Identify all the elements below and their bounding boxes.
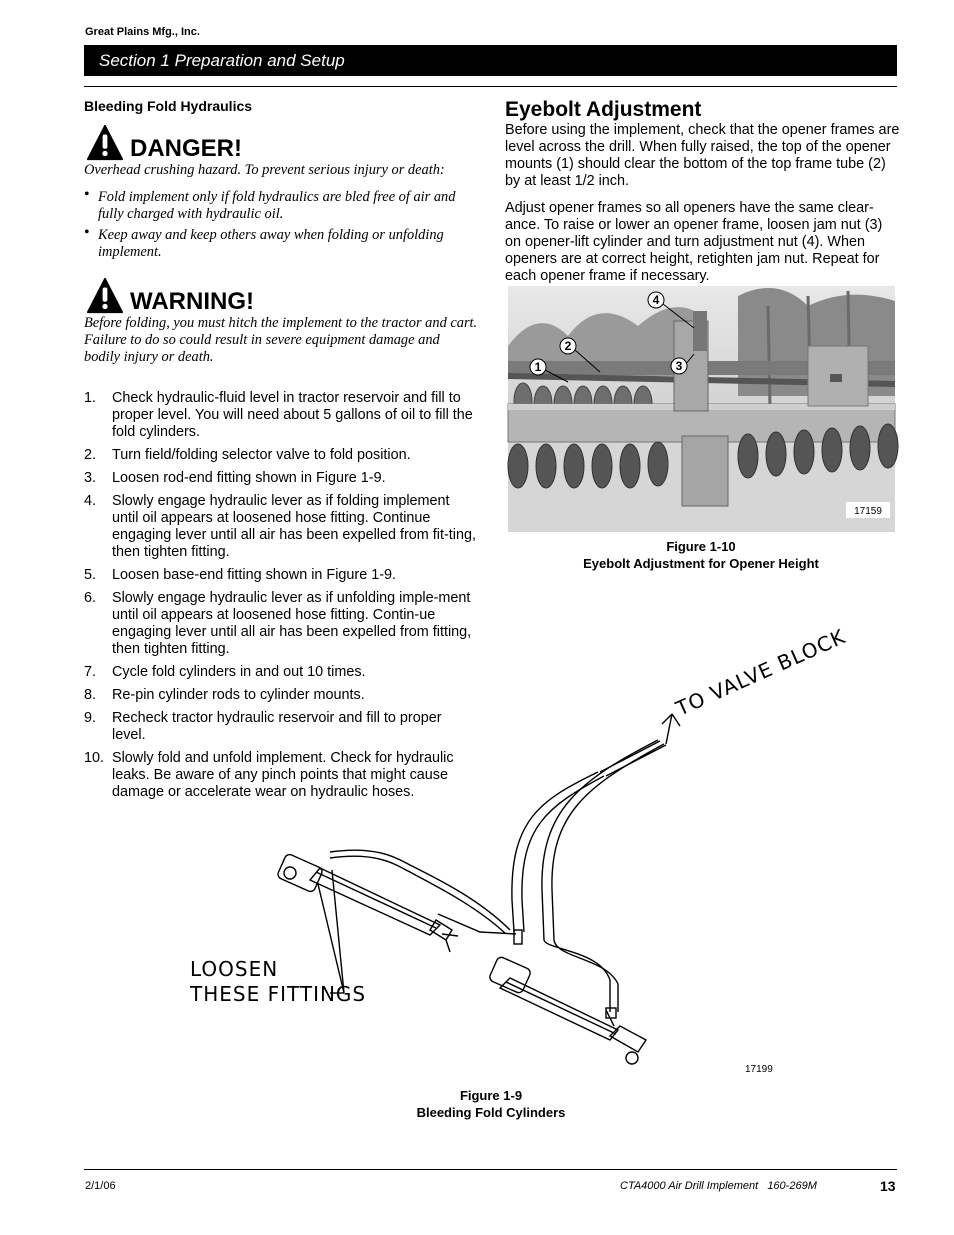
figure-number: Figure 1-10 xyxy=(666,539,736,554)
diagram-id: 17199 xyxy=(745,1064,773,1075)
photo-callout-2: 2 xyxy=(564,339,572,353)
danger-bullets xyxy=(84,189,479,261)
figure-title: Eyebolt Adjustment for Opener Height xyxy=(583,556,819,571)
danger-bullet: • Fold implement only if fold hydraulics are bled free of air and fully charged with hydraulic oil. xyxy=(84,189,479,223)
figure-1-10-caption xyxy=(505,538,897,572)
eyebolt-paragraph-2: Adjust opener frames so all openers have the same clear-ance. To raise or lower an opener frame, loosen jam nut (3) on opener-lift cylinder and turn adjustment nut (4). When openers are at correct height, retighten jam nut. Repeat for each opener frame if necessary. xyxy=(505,200,883,284)
fittings-label: THESE FITTINGS xyxy=(190,982,367,1006)
eyebolt-photo xyxy=(508,286,895,532)
step-item: 7. Cycle fold cylinders in and out 10 times. xyxy=(84,664,366,680)
photo-callout-1: 1 xyxy=(534,360,542,374)
figure-number: Figure 1-9 xyxy=(459,1088,523,1103)
footer-document: CTA4000 Air Drill Implement 160-269M xyxy=(620,1180,817,1192)
danger-bullet: • Keep away and keep others away when folding or unfolding implement. xyxy=(84,227,479,261)
figure-title: Bleeding Fold Cylinders xyxy=(416,1105,566,1120)
footer-date: 2/1/06 xyxy=(85,1180,116,1192)
danger-title: DANGER! xyxy=(130,135,242,162)
warning-triangle-icon xyxy=(86,277,124,315)
danger-title-row xyxy=(84,122,479,162)
section-header: Section 1 Preparation and Setup xyxy=(84,45,897,76)
warning-title: WARNING! xyxy=(130,288,254,315)
fold-cylinders-diagram xyxy=(180,624,850,1090)
warning-triangle-icon xyxy=(86,124,124,162)
warning-title-row xyxy=(84,275,479,315)
company-name: Great Plains Mfg., Inc. xyxy=(85,26,200,38)
step-item: 5. Loosen base-end fitting shown in Figure 1-9. xyxy=(84,567,396,583)
header-divider xyxy=(84,86,897,87)
eyebolt-heading: Eyebolt Adjustment xyxy=(505,98,702,121)
step-item: 9. Recheck tractor hydraulic reservoir and fill to proper level. xyxy=(84,710,442,743)
eyebolt-paragraph-1: Before using the implement, check that the opener frames are level across the drill. When fully raised, the top of the opener mounts (1) should clear the bottom of the top frame tube (2) by at least 1/2 inch. xyxy=(505,122,900,189)
step-item: 1. Check hydraulic-fluid level in tractor reservoir and fill to proper level. You will need about 5 gallons of oil to fill the fold cylinders. xyxy=(84,390,473,440)
step-item: 4. Slowly engage hydraulic lever as if folding implement until oil appears at loosened hose fitting. Continue engaging lever until all air has been expelled from fit-ting, then tighten fitting. xyxy=(84,493,476,560)
photo-callout-3: 3 xyxy=(675,359,683,373)
right-column xyxy=(505,98,900,295)
danger-intro: Overhead crushing hazard. To prevent serious injury or death: xyxy=(84,162,445,178)
figure-1-9-caption xyxy=(330,1087,652,1121)
footer-divider xyxy=(84,1169,897,1170)
bleeding-heading: Bleeding Fold Hydraulics xyxy=(84,98,253,114)
step-item: 6. Slowly engage hydraulic lever as if unfolding imple-ment until oil appears at loosened hose fitting. Contin-ue engaging lever until all air has been expelled from fitting, then tighten fitting. xyxy=(84,590,472,657)
step-item: 3. Loosen rod-end fitting shown in Figure 1-9. xyxy=(84,470,386,486)
photo-callout-4: 4 xyxy=(652,293,660,307)
step-item: 2. Turn field/folding selector valve to fold position. xyxy=(84,447,411,463)
warning-text: Before folding, you must hitch the implement to the tractor and cart. Failure to do so could result in severe equipment damage and bodily injury or death. xyxy=(84,315,478,365)
step-item: 10. Slowly fold and unfold implement. Check for hydraulic leaks. Be aware of any pinch points that might cause damage or accelerate wear on hydraulic hoses. xyxy=(84,750,454,800)
loosen-label: LOOSEN xyxy=(190,957,279,981)
step-item: 8. Re-pin cylinder rods to cylinder mounts. xyxy=(84,687,365,703)
photo-id: 17159 xyxy=(854,506,882,517)
page-number: 13 xyxy=(880,1178,896,1194)
valve-block-label: TO VALVE BLOCK xyxy=(672,624,850,721)
